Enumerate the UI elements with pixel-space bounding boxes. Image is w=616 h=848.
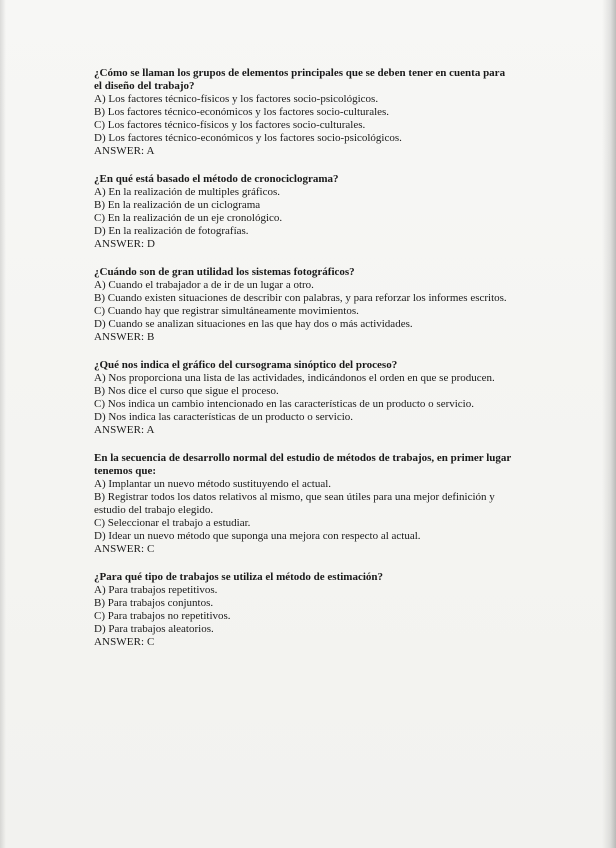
option-d: D) Nos indica las características de un producto o servicio. bbox=[94, 411, 354, 423]
option-a: A) Cuando el trabajador a de ir de un lugar a otro. bbox=[94, 279, 314, 291]
option-c: C) Seleccionar el trabajo a estudiar. bbox=[94, 517, 251, 529]
option-b: B) Para trabajos conjuntos. bbox=[94, 597, 214, 609]
answer-line: ANSWER: D bbox=[94, 238, 156, 250]
option-b: B) Registrar todos los datos relativos al mismo, que sean útiles para una mejor definición y estudio del trabajo elegido. bbox=[94, 491, 495, 516]
answer-line: ANSWER: A bbox=[94, 424, 155, 436]
answer-line: ANSWER: A bbox=[94, 145, 155, 157]
option-a: A) Nos proporciona una lista de las actividades, indicándonos el orden en que se producen. bbox=[94, 372, 495, 384]
option-d: D) Para trabajos aleatorios. bbox=[94, 623, 214, 635]
option-c: C) Para trabajos no repetitivos. bbox=[94, 610, 231, 622]
option-a: A) Para trabajos repetitivos. bbox=[94, 584, 218, 596]
option-c: C) Nos indica un cambio intencionado en las características de un producto o servicio. bbox=[94, 398, 474, 410]
scan-shadow-left bbox=[0, 0, 6, 848]
answer-line: ANSWER: C bbox=[94, 543, 155, 555]
question-block bbox=[94, 571, 514, 649]
question-block bbox=[94, 359, 514, 437]
option-b: B) Los factores técnico-económicos y los factores socio-culturales. bbox=[94, 106, 390, 118]
option-a: A) Implantar un nuevo método sustituyendo el actual. bbox=[94, 478, 332, 490]
scan-shadow-right bbox=[602, 0, 616, 848]
answer-line: ANSWER: C bbox=[94, 636, 155, 648]
answer-line: ANSWER: B bbox=[94, 331, 155, 343]
option-c: C) En la realización de un eje cronológico. bbox=[94, 212, 283, 224]
option-d: D) Idear un nuevo método que suponga una mejora con respecto al actual. bbox=[94, 530, 421, 542]
question-text: ¿Qué nos indica el gráfico del cursograma sinóptico del proceso? bbox=[94, 359, 398, 371]
question-block bbox=[94, 266, 514, 344]
question-text: ¿En qué está basado el método de cronociclograma? bbox=[94, 173, 339, 185]
question-block bbox=[94, 173, 514, 251]
question-text: ¿Cómo se llaman los grupos de elementos principales que se deben tener en cuenta para el diseño del trabajo? bbox=[94, 67, 506, 92]
option-a: A) En la realización de multiples gráficos. bbox=[94, 186, 281, 198]
option-b: B) Cuando existen situaciones de describir con palabras, y para reforzar los informes escritos. bbox=[94, 292, 507, 304]
option-b: B) Nos dice el curso que sigue el proceso. bbox=[94, 385, 279, 397]
question-list bbox=[94, 67, 514, 664]
option-a: A) Los factores técnico-físicos y los factores socio-psicológicos. bbox=[94, 93, 379, 105]
option-c: C) Cuando hay que registrar simultáneamente movimientos. bbox=[94, 305, 359, 317]
option-d: D) Los factores técnico-económicos y los factores socio-psicológicos. bbox=[94, 132, 402, 144]
question-text: En la secuencia de desarrollo normal del estudio de métodos de trabajos, en primer lugar tenemos que: bbox=[94, 452, 512, 477]
question-text: ¿Cuándo son de gran utilidad los sistemas fotográficos? bbox=[94, 266, 355, 278]
question-text: ¿Para qué tipo de trabajos se utiliza el método de estimación? bbox=[94, 571, 384, 583]
option-d: D) Cuando se analizan situaciones en las que hay dos o más actividades. bbox=[94, 318, 413, 330]
option-b: B) En la realización de un ciclograma bbox=[94, 199, 261, 211]
option-c: C) Los factores técnico-físicos y los factores socio-culturales. bbox=[94, 119, 366, 131]
option-d: D) En la realización de fotografías. bbox=[94, 225, 249, 237]
question-block bbox=[94, 67, 514, 158]
question-block bbox=[94, 452, 514, 556]
